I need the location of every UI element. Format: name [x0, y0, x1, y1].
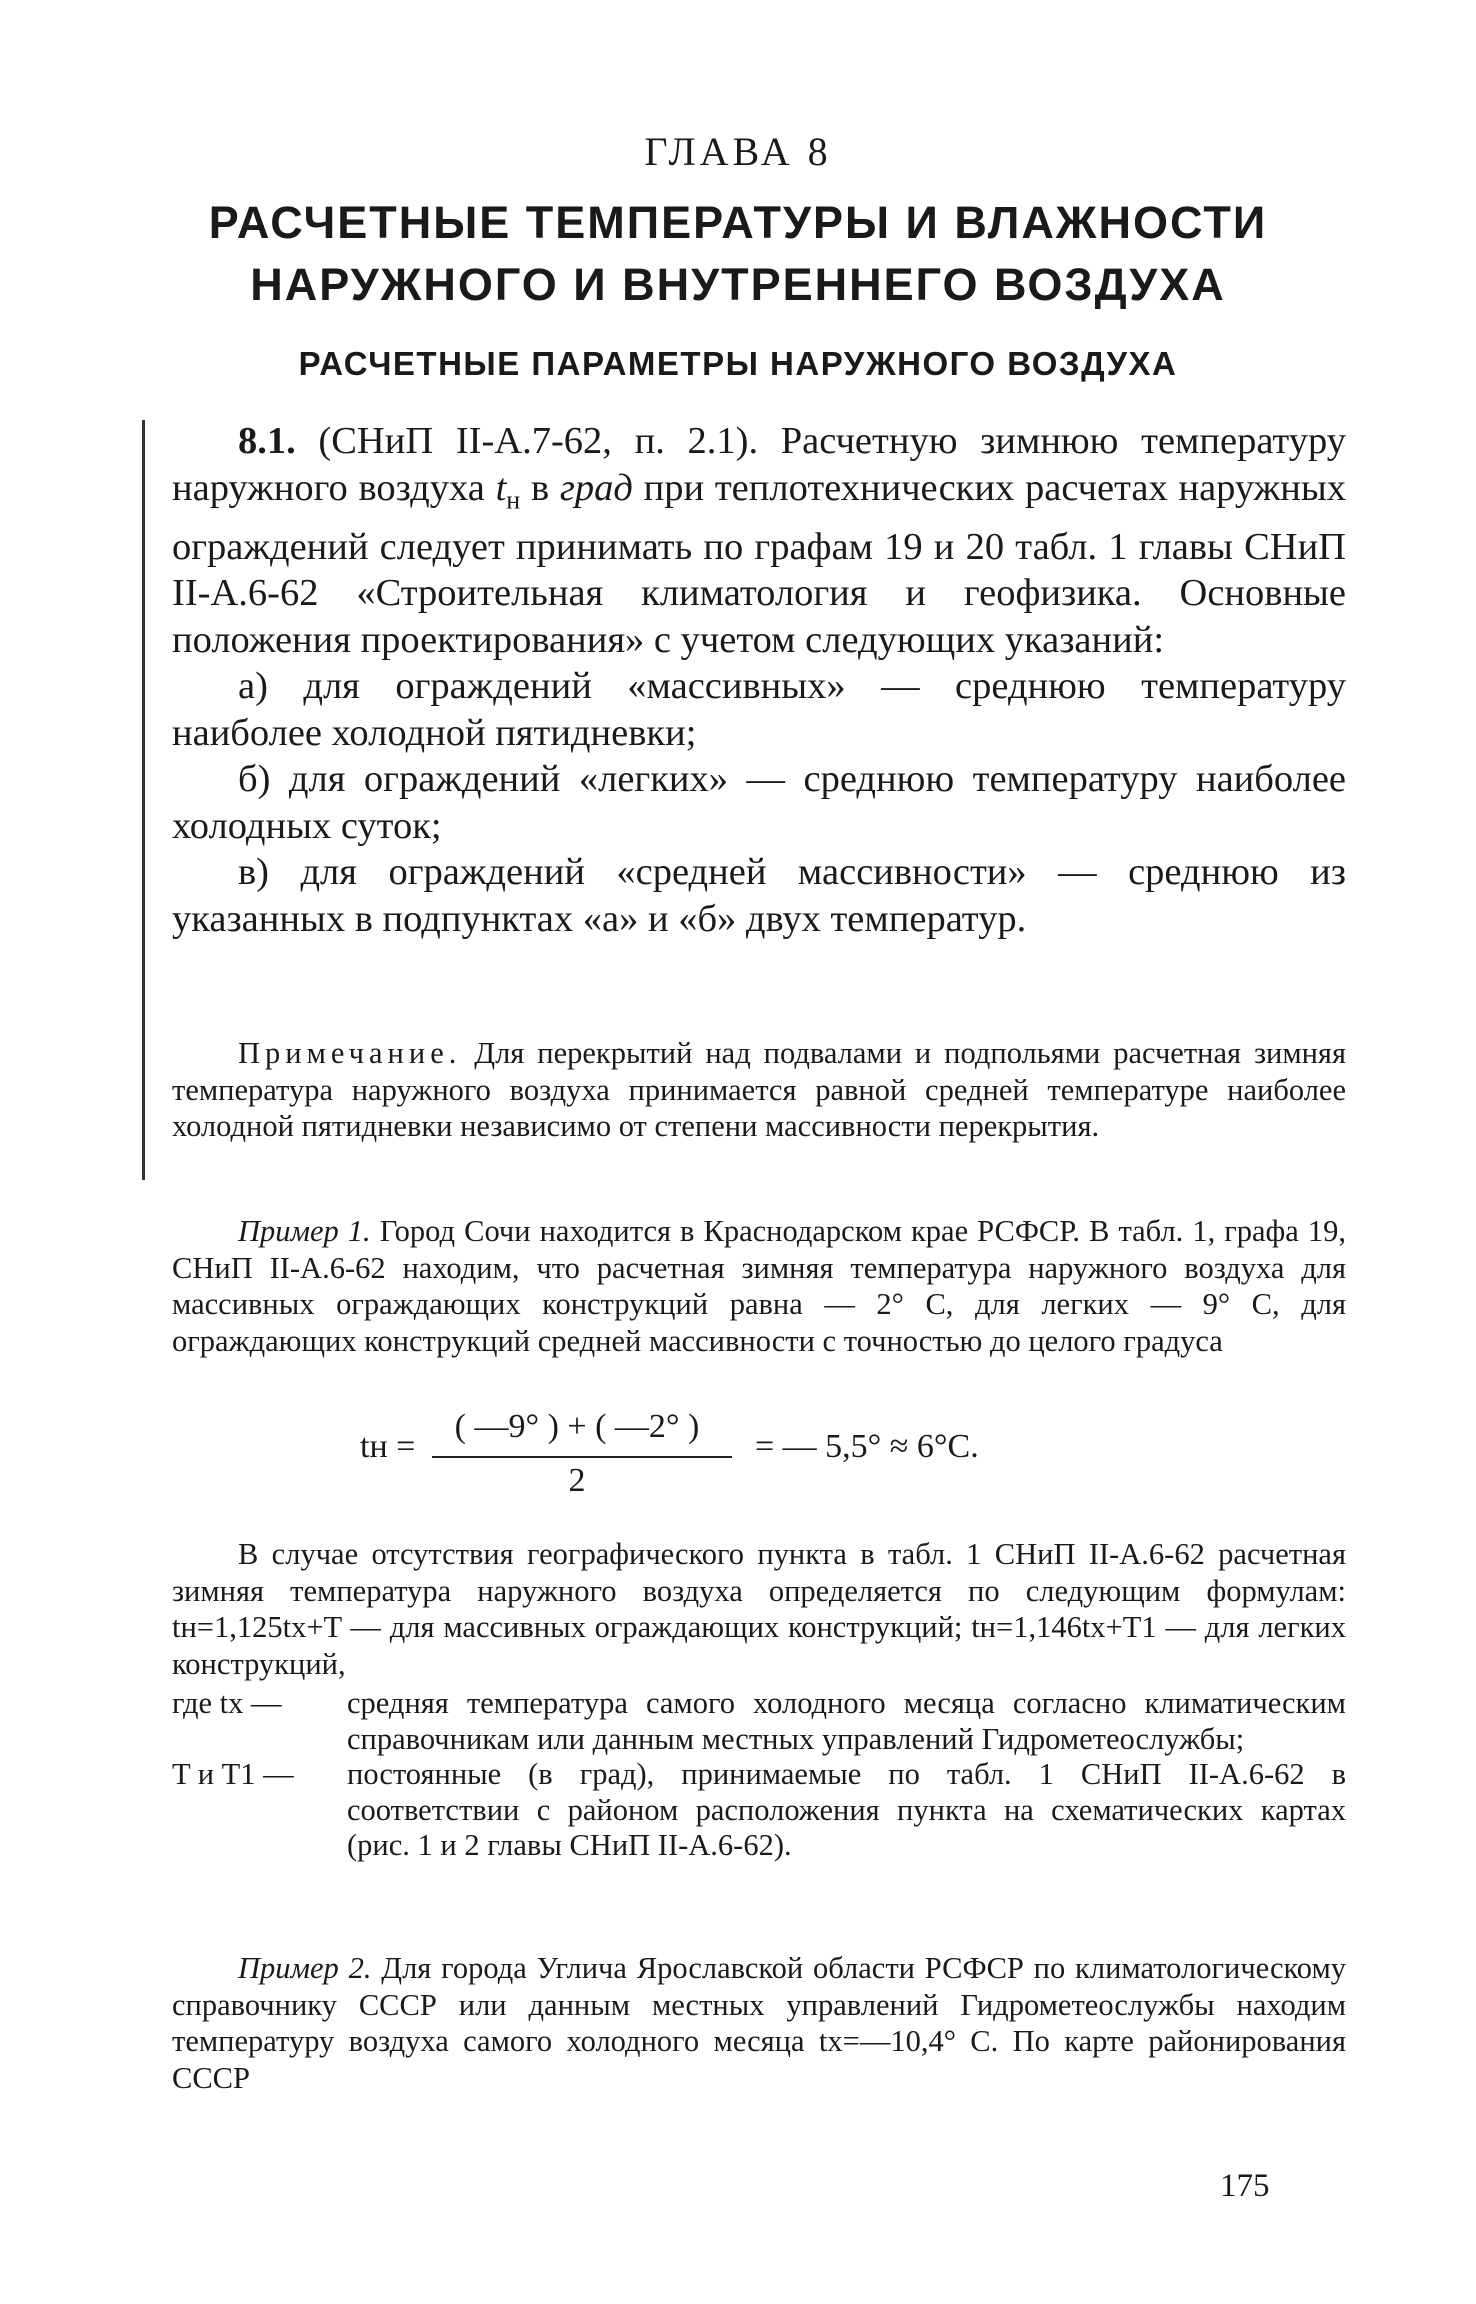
formula-lhs: tн =	[360, 1428, 416, 1465]
definition-term: где tх —	[172, 1686, 282, 1720]
list-item-a: а) для ограждений «массивных» — среднюю температуру наиболее холодной пятидневки;	[172, 665, 1346, 754]
list-item-c: в) для ограждений «средней массивности» — среднюю из указанных в подпунктах «а» и «б» двух температур.	[172, 851, 1346, 940]
example-2-label: Пример 2.	[238, 1951, 372, 1985]
page-number: 175	[1220, 2168, 1270, 2204]
list-item-b: б) для ограждений «легких» — среднюю температуру наиболее холодных суток;	[172, 758, 1346, 847]
chapter-title	[0, 192, 1476, 316]
unit-grad: град	[559, 466, 633, 509]
definition-row	[172, 1686, 1346, 1757]
definition-desc: средняя температура самого холодного месяца согласно климатическим справочникам или данным местных управлений Гидрометеослужбы;	[347, 1686, 1346, 1756]
section-heading: РАСЧЕТНЫЕ ПАРАМЕТРЫ НАРУЖНОГО ВОЗДУХА	[298, 345, 1178, 382]
paragraph-text-a: (СНиП II-А.7-62, п. 2.1). Расчетную зимнюю температуру наружного воздуха	[172, 420, 1346, 509]
note-text: Для перекрытий над подвалами и подпольями расчетная зимняя температура наружного воздуха принимается равной средней температуре наиболее холодной пятидневки независимо от степени массивности перекрытия.	[172, 1036, 1346, 1143]
paragraph-formulas	[172, 1536, 1346, 1682]
example-1	[172, 1213, 1346, 1359]
margin-rule	[142, 420, 145, 1180]
example-1-text: Город Сочи находится в Краснодарском крае РСФСР. В табл. 1, графа 19, СНиП II-А.6-62 находим, что расчетная зимняя температура наружного воздуха для массивных ограждающих конструкций равна — 2° С, для легких — 9° С, для ограждающих конструкций средней массивности с точностью до целого градуса	[172, 1214, 1346, 1358]
note-label: Примечание.	[238, 1036, 462, 1070]
definitions-list	[172, 1686, 1346, 1864]
example-1-label: Пример 1.	[238, 1214, 371, 1248]
paragraph-formulas-text: В случае отсутствия географического пункта в табл. 1 СНиП II-А.6-62 расчетная зимняя температура наружного воздуха определяется по следующим формулам: tн=1,125tх+T — для массивных ограждающих конструкций; tн=1,146tх+T1 — для легких конструкций,	[172, 1537, 1346, 1681]
definition-row	[172, 1757, 1346, 1864]
paragraph-text-b: в	[520, 466, 560, 509]
paragraph-number: 8.1.	[238, 420, 296, 462]
symbol-t: t	[495, 466, 507, 509]
symbol-subscript: н	[506, 485, 521, 515]
chapter-label: ГЛАВА 8	[644, 129, 832, 174]
paragraph-text-c: при теплотехнических расчетах наружных ограждений следует принимать по графам 19 и 20 табл. 1 главы СНиП II-А.6-62 «Строительная климатология и геофизика. Основные положения проектирования» с учетом следующих указаний:	[172, 466, 1346, 661]
note-block	[172, 1035, 1346, 1145]
formula-rhs: = — 5,5° ≈ 6°С.	[755, 1428, 979, 1465]
formula	[360, 1408, 1080, 1498]
formula-denominator: 2	[568, 1462, 586, 1499]
chapter-title-line-1: РАСЧЕТНЫЕ ТЕМПЕРАТУРЫ И ВЛАЖНОСТИ	[208, 197, 1268, 248]
chapter-title-line-2: НАРУЖНОГО И ВНУТРЕННЕГО ВОЗДУХА	[250, 259, 1226, 310]
formula-numerator: ( —9° ) + ( —2° )	[454, 1408, 700, 1445]
definition-term: T и T1 —	[172, 1757, 294, 1791]
definition-desc: постоянные (в град), принимаемые по табл. 1 СНиП II-А.6-62 в соответствии с районом расположения пункта на схематических картах (рис. 1 и 2 главы СНиП II-А.6-62).	[347, 1757, 1346, 1862]
example-2-text: Для города Углича Ярославской области РСФСР по климатологическому справочнику СССР или данным местных управлений Гидрометеослужбы находим температуру воздуха самого холодного месяца tх=—10,4° С. По карте районирования СССР	[172, 1951, 1346, 2095]
paragraph-8-1	[172, 418, 1346, 942]
example-2	[172, 1950, 1346, 2096]
fraction-bar	[432, 1456, 732, 1458]
